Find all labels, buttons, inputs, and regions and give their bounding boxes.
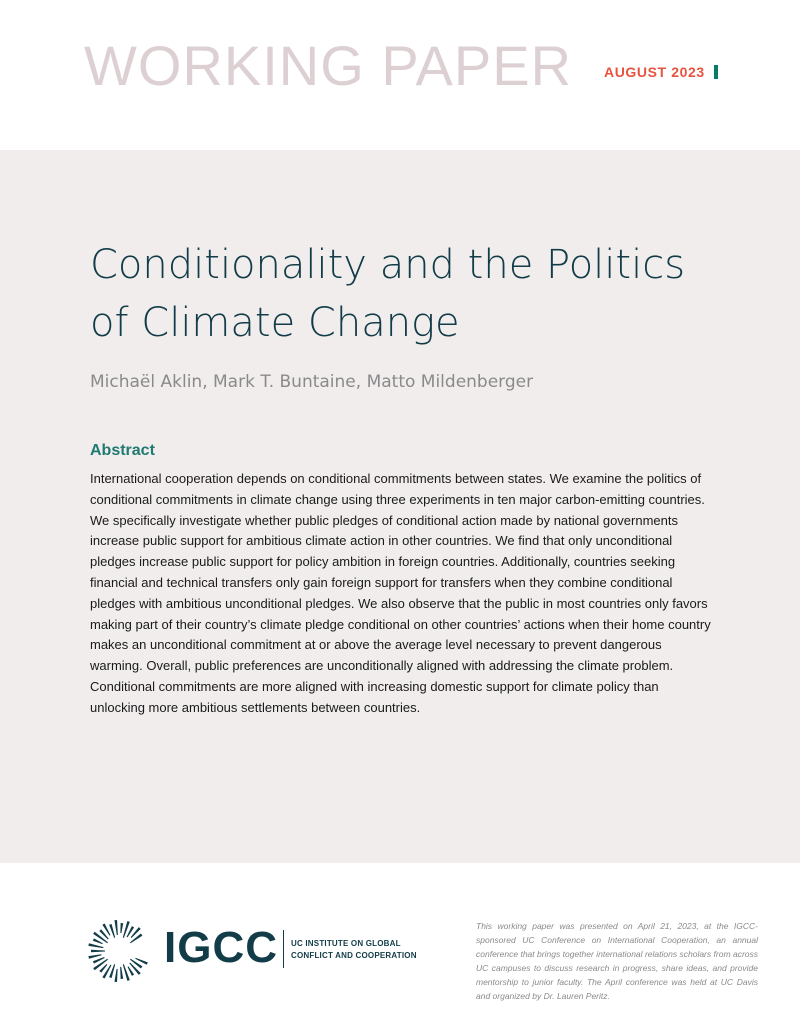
logo-wordmark: IGCC xyxy=(164,923,278,972)
paper-header xyxy=(0,0,800,150)
publication-date: AUGUST 2023 xyxy=(604,64,705,80)
logo-ray xyxy=(114,920,117,935)
logo-subtitle-line-1: UC INSTITUTE ON GLOBAL xyxy=(291,939,401,948)
logo-ray xyxy=(130,933,142,943)
logo-ray xyxy=(93,938,103,944)
logo-ray xyxy=(114,969,117,982)
logo-ray xyxy=(123,964,130,981)
conference-note: This working paper was presented on April 21, 2023, at the IGCC-sponsored UC Conference on International Cooperation, an annual conference that brings together international relations scholars from across UC campuses to discuss research in progress, share ideas, and provide mentorship to junior faculty. The April conference was held at UC Davis and organized by Dr. Lauren Peritz. xyxy=(476,921,758,1001)
logo-ray xyxy=(88,943,103,948)
abstract-heading: Abstract xyxy=(90,442,155,459)
series-label: WORKING PAPER xyxy=(84,34,573,97)
logo-ray xyxy=(120,967,123,979)
paper-authors: Michaël Aklin, Mark T. Buntaine, Matto Mildenberger xyxy=(90,372,534,392)
paper-title: Conditionality and the Politics of Climate Change xyxy=(90,242,686,346)
logo-divider xyxy=(283,930,284,968)
logo-subtitle-line-2: CONFLICT AND COOPERATION xyxy=(291,951,417,960)
igcc-radial-logo-icon xyxy=(86,918,152,984)
logo-ray xyxy=(88,954,101,958)
date-accent-bar xyxy=(714,65,718,79)
logo-ray xyxy=(109,924,115,938)
logo-ray xyxy=(120,923,123,933)
logo-ray xyxy=(91,950,105,953)
abstract-body: International cooperation depends on conditional commitments between states. We examine the politics of conditional commitments in climate change using three experiments in ten major carbon-emitting countries. We specifically investigate whether public pledges of conditional action made by national governments increase public support for ambitious climate action in other countries. We find that only unconditional pledges increase public support for policy ambition in foreign countries. Additionally, countries seeking financial and technical transfers only gain foreign support for transfers when they combine conditional pledges with ambitious unconditional pledges. We also observe that the public in most countries only favors making part of their country’s climate pledge conditional on other countries’ actions when their home country makes an unconditional commitment at or above the average level necessary to prevent dangerous warming. Overall, public preferences are unconditionally aligned with addressing the climate problem. Conditional commitments are more aligned with increasing domestic support for climate policy than unlocking more ambitious settlements between countries. xyxy=(90,471,711,715)
logo-subtitle xyxy=(291,938,417,962)
